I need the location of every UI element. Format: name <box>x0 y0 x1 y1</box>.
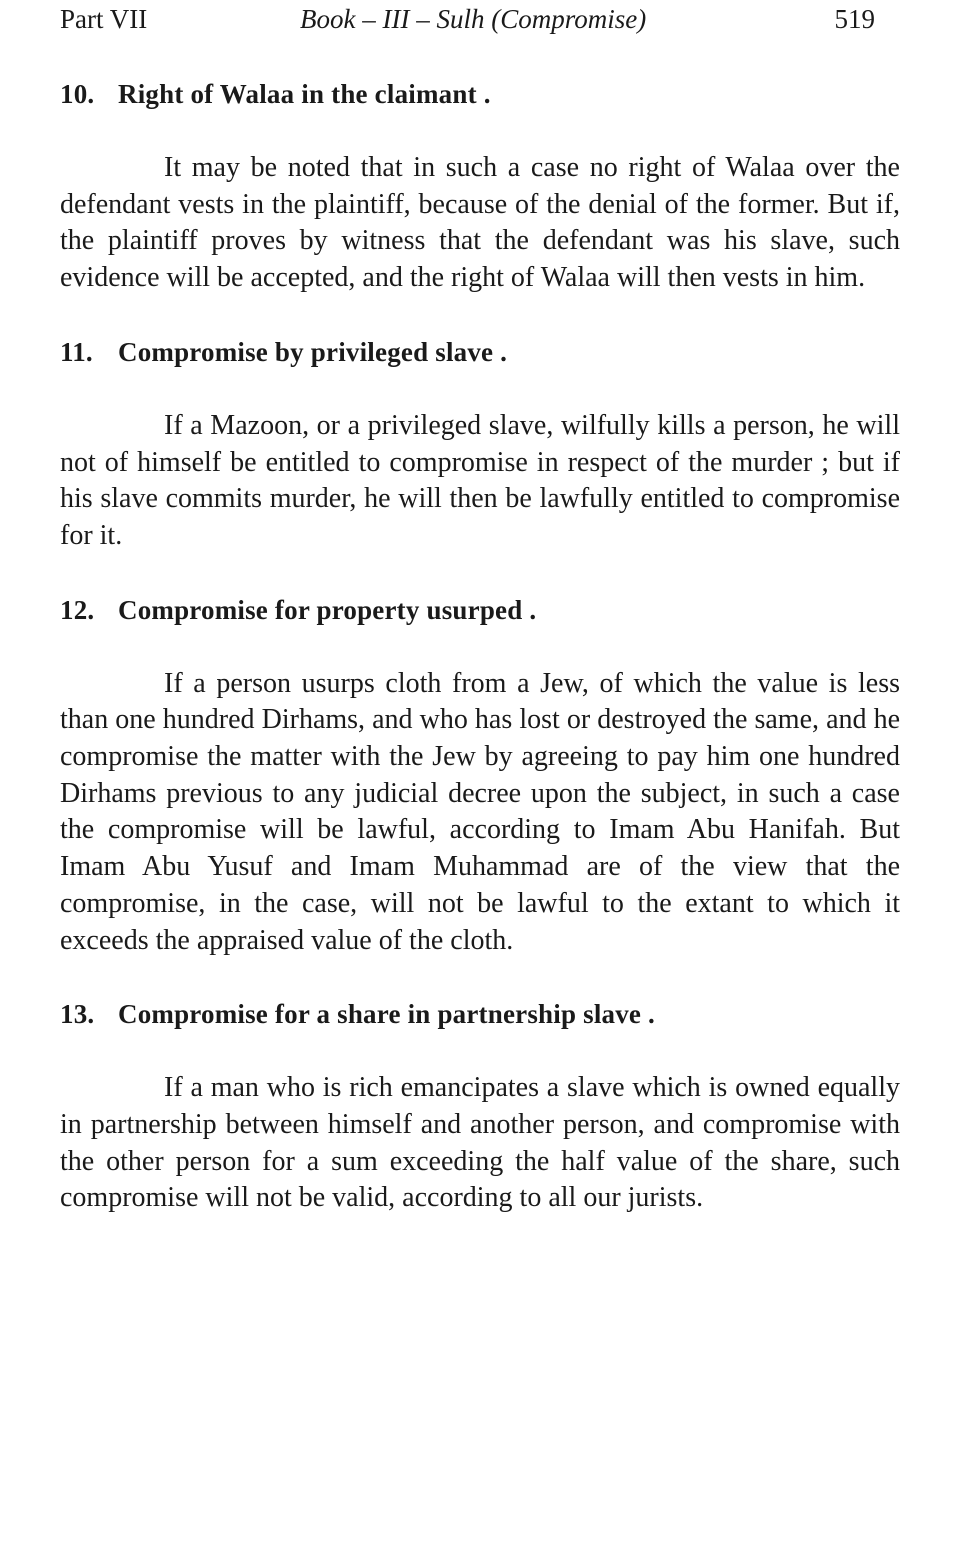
section-10 <box>60 76 900 297</box>
section-11 <box>60 334 900 555</box>
section-title: Right of Walaa in the claimant . <box>118 79 491 109</box>
section-13 <box>60 996 900 1217</box>
page-content <box>60 76 900 1254</box>
section-number: 12. <box>60 594 95 625</box>
section-12 <box>60 592 900 960</box>
section-paragraph: If a Mazoon, or a privileged slave, wilfully kills a person, he will not of himself be entitled to compromise in respect of the murder ; but if his slave commits murder, he will then be lawfully entitled to compromise for it. <box>60 409 900 551</box>
section-paragraph: If a person usurps cloth from a Jew, of which the value is less than one hundred Dirhams, and who has lost or destroyed the same, and he compromise the matter with the Jew by agreeing to pay him one hundred Dirhams previous to any judicial decree upon the subject, in such a case the compromise will be lawful, according to Imam Abu Hanifah. But Imam Abu Yusuf and Imam Muhammad are of the view that the compromise, in the case, will not be lawful to the extant to which it exceeds the appraised value of the cloth. <box>60 667 900 956</box>
part-label: Part VII <box>60 4 148 34</box>
book-title: Book – III – Sulh (Compromise) <box>300 4 647 34</box>
section-paragraph: It may be noted that in such a case no right of Walaa over the defendant vests in the plaintiff, because of the denial of the former. But if, the plaintiff proves by witness that the defendant was his slave, such evidence will be accepted, and the right of Walaa will then vests in him. <box>60 152 900 294</box>
page-number: 519 <box>834 4 875 34</box>
section-heading <box>60 76 900 112</box>
section-heading <box>60 334 900 370</box>
section-title: Compromise by privileged slave . <box>118 336 508 367</box>
section-number: 10. <box>60 79 95 109</box>
section-title: Compromise for a share in partnership slave . <box>118 999 656 1030</box>
section-heading <box>60 592 900 628</box>
section-heading <box>60 996 900 1032</box>
section-number: 13. <box>60 999 95 1030</box>
section-paragraph: If a man who is rich emancipates a slave which is owned equally in partnership between himself and another person, and compromise with the other person for a sum exceeding the half value of the share, such compromise will not be valid, according to all our jurists. <box>60 1072 900 1214</box>
section-number: 11. <box>60 336 93 367</box>
section-title: Compromise for property usurped . <box>118 594 537 625</box>
running-header <box>60 4 875 40</box>
